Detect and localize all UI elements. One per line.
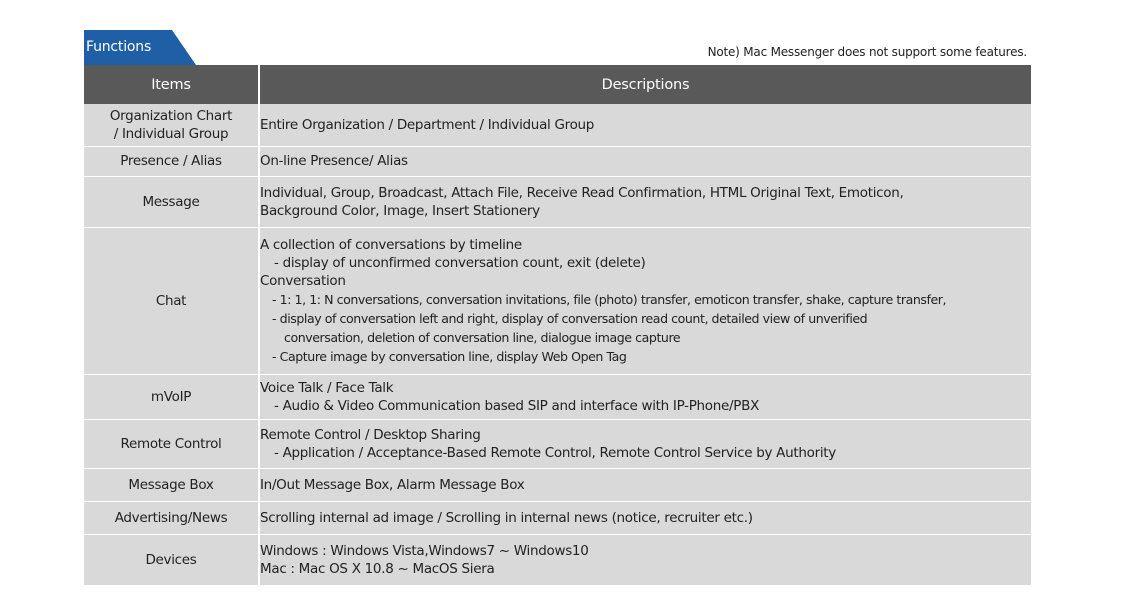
table-row (84, 534, 1031, 585)
item-cell (84, 146, 259, 176)
table-row (84, 227, 1031, 374)
description-line: - Application / Acceptance-Based Remote Control, Remote Control Service by Authority (274, 444, 836, 461)
item-cell (84, 104, 259, 146)
item-cell (84, 468, 259, 501)
item-cell (84, 374, 259, 419)
description-line: On-line Presence/ Alias (260, 153, 408, 169)
table-row (84, 419, 1031, 468)
description-cell (259, 419, 1031, 468)
description-line: conversation, deletion of conversation line, dialogue image capture (284, 329, 681, 345)
item-line: Organization Chart (109, 107, 233, 124)
description-line: Conversation (260, 272, 346, 289)
description-cell (259, 468, 1031, 501)
description-line: In/Out Message Box, Alarm Message Box (260, 476, 525, 493)
description-cell (259, 227, 1031, 374)
table-row (84, 104, 1031, 146)
item-line: Advertising/News (114, 509, 228, 526)
description-line: - Audio & Video Communication based SIP and interface with IP-Phone/PBX (274, 397, 760, 414)
item-line: Message Box (128, 476, 214, 493)
description-cell (259, 176, 1031, 227)
functions-tab (84, 30, 196, 65)
table-row (84, 146, 1031, 176)
description-line: Voice Talk / Face Talk (260, 379, 394, 396)
description-line: Entire Organization / Department / Individual Group (260, 116, 595, 133)
description-line: Windows : Windows Vista,Windows7 ~ Windows10 (260, 542, 589, 559)
functions-table (84, 65, 1031, 586)
description-cell (259, 146, 1031, 176)
item-cell (84, 419, 259, 468)
table-row (84, 501, 1031, 534)
table-row (84, 176, 1031, 227)
description-line: - Capture image by conversation line, display Web Open Tag (272, 348, 627, 364)
table-row (84, 374, 1031, 419)
description-line: Background Color, Image, Insert Stationery (260, 202, 540, 219)
item-cell (84, 176, 259, 227)
note-text: Note) Mac Messenger does not support some features. (707, 45, 1027, 59)
table-header-row (84, 65, 1031, 104)
column-header-descriptions: Descriptions (259, 65, 1031, 104)
item-line: Message (142, 193, 200, 210)
description-cell (259, 534, 1031, 585)
description-line: Mac : Mac OS X 10.8 ~ MacOS Siera (260, 560, 495, 577)
description-cell (259, 104, 1031, 146)
column-header-items: Items (84, 65, 259, 104)
description-line: Scrolling internal ad image / Scrolling in internal news (notice, recruiter etc.) (260, 509, 753, 526)
description-line: - display of conversation left and right, display of conversation read count, detailed view of unverified (272, 310, 868, 326)
item-line: Devices (145, 551, 197, 568)
item-cell (84, 501, 259, 534)
description-line: Remote Control / Desktop Sharing (260, 426, 481, 443)
description-line: Individual, Group, Broadcast, Attach File, Receive Read Confirmation, HTML Original Text, Emoticon, (260, 184, 904, 201)
description-cell (259, 501, 1031, 534)
item-line: mVoIP (150, 388, 192, 405)
item-line: Presence / Alias (120, 153, 222, 169)
table-row (84, 468, 1031, 501)
item-cell (84, 227, 259, 374)
item-line: Remote Control (120, 435, 222, 452)
functions-tab-label: Functions (86, 39, 152, 55)
description-line: A collection of conversations by timeline (260, 236, 522, 253)
description-cell (259, 374, 1031, 419)
description-line: - display of unconfirmed conversation count, exit (delete) (274, 254, 646, 271)
description-line: - 1: 1, 1: N conversations, conversation invitations, file (photo) transfer, emoticon transfer, shake, capture transfer, (272, 291, 947, 307)
item-cell (84, 534, 259, 585)
item-line: / Individual Group (113, 125, 229, 142)
item-line: Chat (155, 292, 187, 309)
